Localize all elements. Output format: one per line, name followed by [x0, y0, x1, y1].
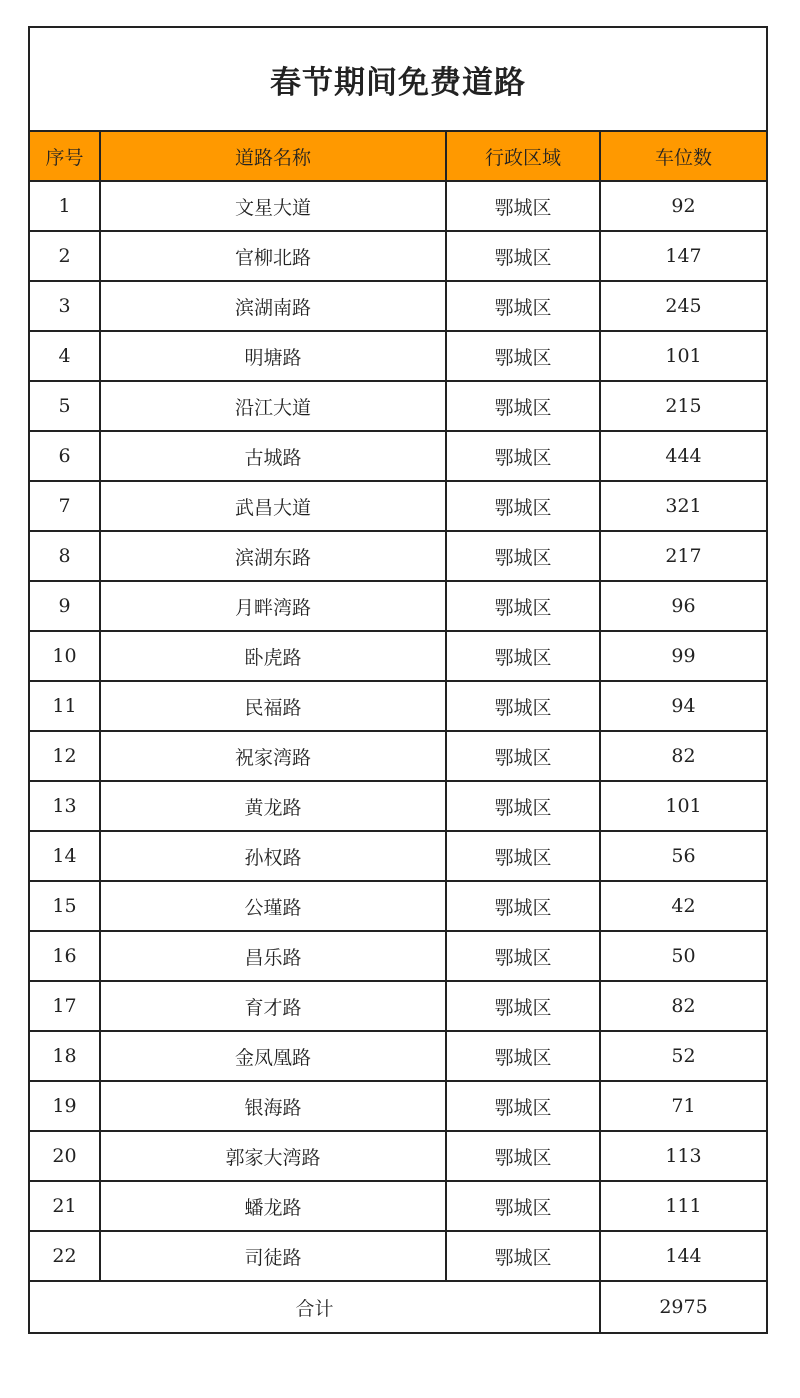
- cell-spaces: 56: [600, 831, 767, 881]
- cell-road-name: 官柳北路: [100, 231, 446, 281]
- total-row: [29, 1281, 767, 1333]
- table-row: [29, 931, 767, 981]
- cell-index: 7: [29, 481, 100, 531]
- cell-spaces: 50: [600, 931, 767, 981]
- cell-road-name: 祝家湾路: [100, 731, 446, 781]
- cell-district: 鄂城区: [446, 431, 600, 481]
- cell-district: 鄂城区: [446, 981, 600, 1031]
- cell-index: 17: [29, 981, 100, 1031]
- cell-index: 13: [29, 781, 100, 831]
- header-road-name: 道路名称: [100, 131, 446, 181]
- cell-index: 2: [29, 231, 100, 281]
- cell-district: 鄂城区: [446, 631, 600, 681]
- cell-spaces: 147: [600, 231, 767, 281]
- cell-spaces: 96: [600, 581, 767, 631]
- table-body: [29, 181, 767, 1281]
- table-row: [29, 1131, 767, 1181]
- cell-spaces: 82: [600, 731, 767, 781]
- table-row: [29, 1181, 767, 1231]
- cell-road-name: 司徒路: [100, 1231, 446, 1281]
- cell-district: 鄂城区: [446, 481, 600, 531]
- cell-road-name: 沿江大道: [100, 381, 446, 431]
- table-row: [29, 1231, 767, 1281]
- cell-index: 12: [29, 731, 100, 781]
- table-row: [29, 881, 767, 931]
- table-row: [29, 581, 767, 631]
- cell-district: 鄂城区: [446, 581, 600, 631]
- table-row: [29, 381, 767, 431]
- cell-road-name: 月畔湾路: [100, 581, 446, 631]
- cell-spaces: 111: [600, 1181, 767, 1231]
- cell-spaces: 144: [600, 1231, 767, 1281]
- cell-road-name: 银海路: [100, 1081, 446, 1131]
- header-index: 序号: [29, 131, 100, 181]
- cell-index: 5: [29, 381, 100, 431]
- cell-road-name: 民福路: [100, 681, 446, 731]
- table-row: [29, 231, 767, 281]
- table-row: [29, 1081, 767, 1131]
- cell-spaces: 215: [600, 381, 767, 431]
- cell-spaces: 444: [600, 431, 767, 481]
- cell-road-name: 文星大道: [100, 181, 446, 231]
- cell-index: 11: [29, 681, 100, 731]
- cell-district: 鄂城区: [446, 181, 600, 231]
- cell-spaces: 101: [600, 331, 767, 381]
- cell-index: 4: [29, 331, 100, 381]
- table-row: [29, 681, 767, 731]
- cell-index: 21: [29, 1181, 100, 1231]
- table-title: 春节期间免费道路: [29, 27, 767, 131]
- cell-spaces: 217: [600, 531, 767, 581]
- cell-district: 鄂城区: [446, 731, 600, 781]
- table-row: [29, 831, 767, 881]
- cell-road-name: 昌乐路: [100, 931, 446, 981]
- table-row: [29, 531, 767, 581]
- cell-index: 22: [29, 1231, 100, 1281]
- table-row: [29, 331, 767, 381]
- cell-spaces: 101: [600, 781, 767, 831]
- cell-index: 15: [29, 881, 100, 931]
- cell-spaces: 52: [600, 1031, 767, 1081]
- cell-index: 1: [29, 181, 100, 231]
- cell-index: 8: [29, 531, 100, 581]
- table-row: [29, 781, 767, 831]
- cell-road-name: 黄龙路: [100, 781, 446, 831]
- cell-road-name: 公瑾路: [100, 881, 446, 931]
- cell-district: 鄂城区: [446, 331, 600, 381]
- cell-district: 鄂城区: [446, 531, 600, 581]
- cell-district: 鄂城区: [446, 1231, 600, 1281]
- cell-spaces: 113: [600, 1131, 767, 1181]
- cell-district: 鄂城区: [446, 1131, 600, 1181]
- cell-index: 3: [29, 281, 100, 331]
- cell-index: 16: [29, 931, 100, 981]
- cell-spaces: 92: [600, 181, 767, 231]
- cell-district: 鄂城区: [446, 1181, 600, 1231]
- cell-index: 14: [29, 831, 100, 881]
- total-label: 合计: [29, 1281, 600, 1333]
- cell-district: 鄂城区: [446, 881, 600, 931]
- cell-spaces: 82: [600, 981, 767, 1031]
- cell-district: 鄂城区: [446, 381, 600, 431]
- cell-spaces: 71: [600, 1081, 767, 1131]
- cell-district: 鄂城区: [446, 931, 600, 981]
- header-spaces: 车位数: [600, 131, 767, 181]
- table-row: [29, 981, 767, 1031]
- table-row: [29, 281, 767, 331]
- table-row: [29, 631, 767, 681]
- cell-district: 鄂城区: [446, 231, 600, 281]
- cell-spaces: 94: [600, 681, 767, 731]
- cell-road-name: 蟠龙路: [100, 1181, 446, 1231]
- total-value: 2975: [600, 1281, 767, 1333]
- cell-spaces: 99: [600, 631, 767, 681]
- cell-road-name: 金凤凰路: [100, 1031, 446, 1081]
- cell-index: 9: [29, 581, 100, 631]
- cell-road-name: 武昌大道: [100, 481, 446, 531]
- cell-road-name: 滨湖东路: [100, 531, 446, 581]
- free-roads-table: [28, 26, 768, 1334]
- cell-district: 鄂城区: [446, 1031, 600, 1081]
- table-row: [29, 181, 767, 231]
- table-row: [29, 481, 767, 531]
- cell-spaces: 245: [600, 281, 767, 331]
- cell-index: 19: [29, 1081, 100, 1131]
- cell-road-name: 古城路: [100, 431, 446, 481]
- cell-road-name: 育才路: [100, 981, 446, 1031]
- table-row: [29, 1031, 767, 1081]
- cell-road-name: 明塘路: [100, 331, 446, 381]
- cell-spaces: 321: [600, 481, 767, 531]
- cell-index: 20: [29, 1131, 100, 1181]
- cell-road-name: 卧虎路: [100, 631, 446, 681]
- cell-index: 6: [29, 431, 100, 481]
- cell-district: 鄂城区: [446, 281, 600, 331]
- header-row: [29, 131, 767, 181]
- cell-district: 鄂城区: [446, 681, 600, 731]
- header-district: 行政区域: [446, 131, 600, 181]
- table-row: [29, 731, 767, 781]
- cell-spaces: 42: [600, 881, 767, 931]
- cell-district: 鄂城区: [446, 1081, 600, 1131]
- cell-district: 鄂城区: [446, 781, 600, 831]
- cell-road-name: 郭家大湾路: [100, 1131, 446, 1181]
- cell-index: 18: [29, 1031, 100, 1081]
- table-row: [29, 431, 767, 481]
- cell-road-name: 滨湖南路: [100, 281, 446, 331]
- title-row: [29, 27, 767, 131]
- cell-index: 10: [29, 631, 100, 681]
- cell-road-name: 孙权路: [100, 831, 446, 881]
- cell-district: 鄂城区: [446, 831, 600, 881]
